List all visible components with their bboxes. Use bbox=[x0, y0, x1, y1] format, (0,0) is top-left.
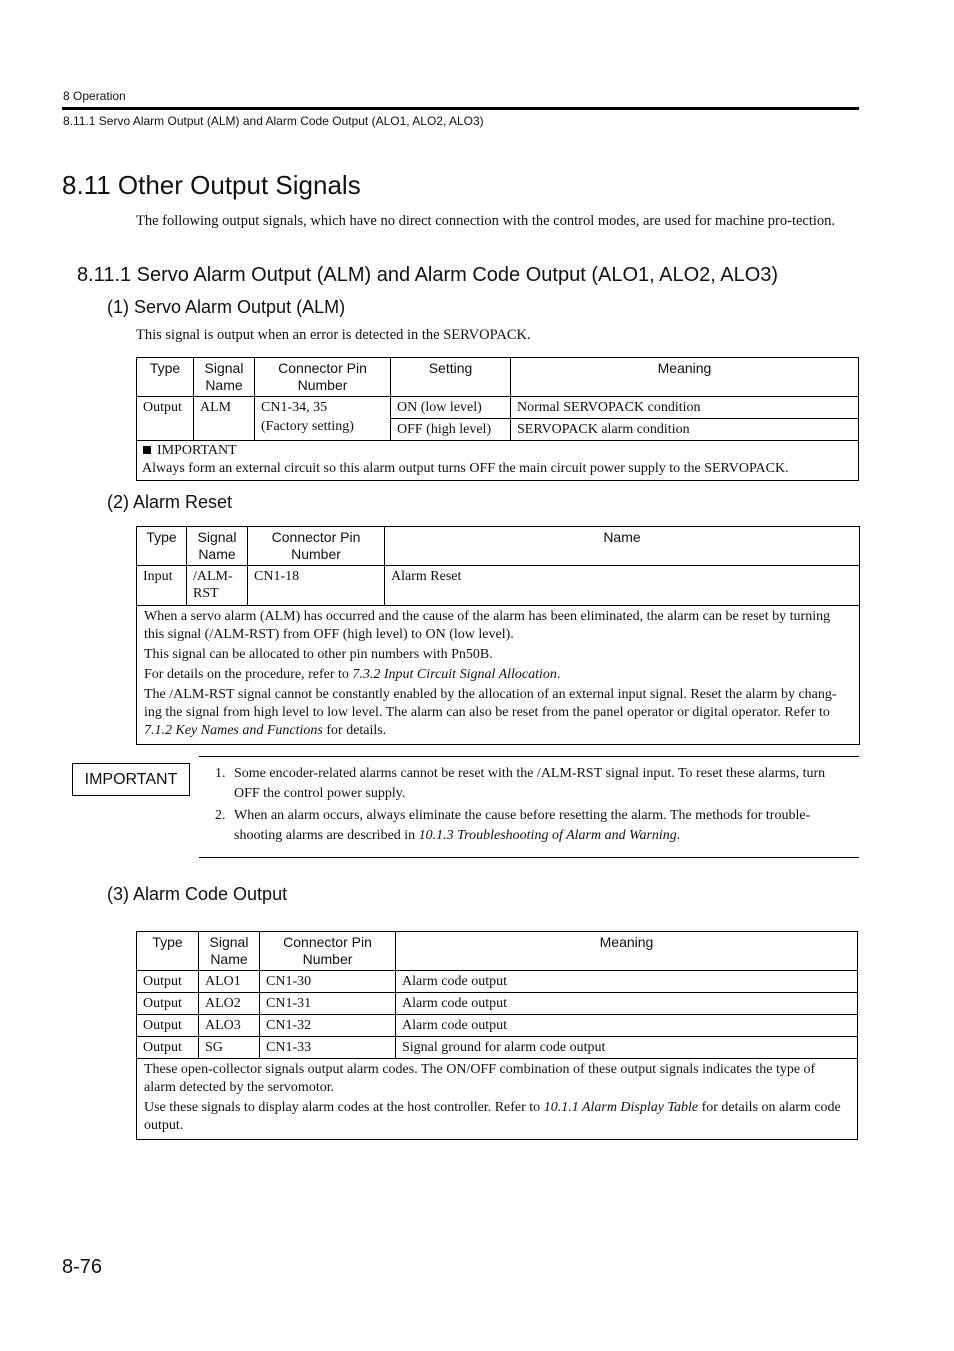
important-list bbox=[215, 764, 845, 848]
cross-reference-link[interactable]: 7.1.2 Key Names and Functions bbox=[144, 723, 323, 738]
running-header-chapter: 8 Operation bbox=[63, 89, 126, 103]
list-number: 2. bbox=[215, 808, 226, 823]
important-rule-top bbox=[199, 756, 859, 757]
cell-setting: ON (low level) bbox=[391, 397, 511, 419]
alarm-code-output-table bbox=[136, 931, 858, 1140]
important-label: IMPORTANT bbox=[157, 443, 237, 458]
col-header-type: Type bbox=[137, 358, 194, 397]
servo-alarm-output-table bbox=[136, 357, 859, 481]
note-text: The /ALM-RST signal cannot be constantly enabled by the allocation of an external input signal. Reset the alarm by chang-ing the signal from high level to low level. The alarm can also be reset from the panel operator or digital operator. Refer to bbox=[144, 687, 837, 720]
cell-meaning: SERVOPACK alarm condition bbox=[511, 419, 859, 441]
col-header-type: Type bbox=[137, 932, 199, 971]
col-header-signal-name: Signal Name bbox=[187, 527, 248, 566]
table-row bbox=[137, 1037, 858, 1059]
cell-type: Output bbox=[137, 1015, 199, 1037]
cell-setting: OFF (high level) bbox=[391, 419, 511, 441]
running-header-section: 8.11.1 Servo Alarm Output (ALM) and Alarm Code Output (ALO1, ALO2, ALO3) bbox=[63, 114, 484, 128]
table-row bbox=[137, 993, 858, 1015]
col-header-name: Name bbox=[385, 527, 860, 566]
cross-reference-link[interactable]: 10.1.1 Alarm Display Table bbox=[543, 1100, 699, 1115]
note-open-collector: These open-collector signals output alarm codes. The ON/OFF combination of these output signals indicates the type of alarm detected by the servomotor. bbox=[144, 1062, 816, 1095]
important-rule-bottom bbox=[199, 857, 859, 858]
cell-meaning: Normal SERVOPACK condition bbox=[511, 397, 859, 419]
alarm-code-notes bbox=[137, 1059, 858, 1140]
note-details-ref bbox=[144, 666, 852, 684]
cell-signal: ALO2 bbox=[199, 993, 260, 1015]
heading-servo-alarm-output: (1) Servo Alarm Output (ALM) bbox=[107, 297, 346, 317]
cell-connector: CN1-18 bbox=[248, 566, 385, 606]
alarm-reset-notes bbox=[137, 606, 860, 745]
col-header-connector: Connector Pin Number bbox=[260, 932, 396, 971]
col-header-setting: Setting bbox=[391, 358, 511, 397]
connector-note: (Factory setting) bbox=[261, 419, 354, 434]
col-header-meaning: Meaning bbox=[396, 932, 858, 971]
cell-connector: CN1-32 bbox=[260, 1015, 396, 1037]
connector-pins: CN1-34, 35 bbox=[261, 400, 328, 415]
heading-alarm-reset: (2) Alarm Reset bbox=[107, 492, 233, 512]
col-header-type: Type bbox=[137, 527, 187, 566]
cell-type: Output bbox=[137, 1037, 199, 1059]
note-text: Use these signals to display alarm codes at the host controller. Refer to bbox=[144, 1100, 544, 1115]
note-text: for details. bbox=[322, 723, 387, 738]
cell-name: Alarm Reset bbox=[385, 566, 860, 606]
important-item-1 bbox=[215, 764, 845, 804]
intro-paragraph: The following output signals, which have no direct connection with the control modes, are used for machine pro-tection. bbox=[136, 213, 836, 229]
cell-signal: SG bbox=[199, 1037, 260, 1059]
cell-type: Input bbox=[137, 566, 187, 606]
note-text: For details on the procedure, refer to bbox=[144, 667, 353, 682]
note-host-display bbox=[144, 1099, 850, 1135]
cell-type: Output bbox=[137, 397, 194, 441]
note-allocation: This signal can be allocated to other pin numbers with Pn50B. bbox=[144, 647, 493, 662]
important-note-cell bbox=[137, 441, 859, 481]
item-text: . bbox=[676, 828, 681, 843]
item-text: Some encoder-related alarms cannot be reset with the /ALM-RST signal input. To reset these alarms, turn OFF the control power supply. bbox=[234, 766, 826, 801]
page-number: 8-76 bbox=[62, 1256, 103, 1278]
alarm-reset-table bbox=[136, 526, 860, 745]
cell-meaning: Signal ground for alarm code output bbox=[396, 1037, 858, 1059]
heading-alarm-code-output: (3) Alarm Code Output bbox=[107, 884, 288, 904]
cell-connector: CN1-30 bbox=[260, 971, 396, 993]
important-item-2 bbox=[215, 806, 845, 846]
header-rule bbox=[62, 107, 859, 110]
col-header-signal-name: Signal Name bbox=[199, 932, 260, 971]
important-text: Always form an external circuit so this alarm output turns OFF the main circuit power supply to the SERVOPACK. bbox=[142, 461, 789, 476]
note-text: . bbox=[556, 667, 561, 682]
table-row bbox=[137, 1015, 858, 1037]
cell-meaning: Alarm code output bbox=[396, 1015, 858, 1037]
cell-connector: CN1-33 bbox=[260, 1037, 396, 1059]
cell-type: Output bbox=[137, 993, 199, 1015]
table-row bbox=[137, 971, 858, 993]
cross-reference-link[interactable]: 7.3.2 Input Circuit Signal Allocation bbox=[352, 667, 557, 682]
subsection-title: 8.11.1 Servo Alarm Output (ALM) and Alarm Code Output (ALO1, ALO2, ALO3) bbox=[77, 264, 779, 286]
cross-reference-link[interactable]: 10.1.3 Troubleshooting of Alarm and Warning bbox=[418, 828, 677, 843]
page-title: 8.11 Other Output Signals bbox=[62, 170, 361, 200]
square-bullet-icon bbox=[143, 446, 151, 454]
list-number: 1. bbox=[215, 766, 226, 781]
col-header-signal-name: Signal Name bbox=[194, 358, 255, 397]
item-text: When an alarm occurs, always eliminate the cause before resetting the alarm. The methods for trouble-shooting alarms are described in bbox=[234, 808, 811, 843]
col-header-connector: Connector Pin Number bbox=[248, 527, 385, 566]
cell-signal: /ALM-RST bbox=[187, 566, 248, 606]
note-text: for details on alarm code output. bbox=[144, 1100, 841, 1133]
cell-type: Output bbox=[137, 971, 199, 993]
cell-meaning: Alarm code output bbox=[396, 971, 858, 993]
cell-signal: ALO3 bbox=[199, 1015, 260, 1037]
servo-alarm-description: This signal is output when an error is detected in the SERVOPACK. bbox=[136, 327, 531, 343]
col-header-meaning: Meaning bbox=[511, 358, 859, 397]
cell-meaning: Alarm code output bbox=[396, 993, 858, 1015]
note-constant-enable bbox=[144, 686, 852, 740]
cell-connector bbox=[255, 397, 391, 441]
note-reset-procedure: When a servo alarm (ALM) has occurred and the cause of the alarm has been eliminated, the alarm can be reset by turning this signal (/ALM-RST) from OFF (high level) to ON (low level). bbox=[144, 609, 831, 642]
cell-connector: CN1-31 bbox=[260, 993, 396, 1015]
cell-signal: ALO1 bbox=[199, 971, 260, 993]
important-label-box: IMPORTANT bbox=[72, 763, 190, 796]
col-header-connector: Connector Pin Number bbox=[255, 358, 391, 397]
cell-signal: ALM bbox=[194, 397, 255, 441]
